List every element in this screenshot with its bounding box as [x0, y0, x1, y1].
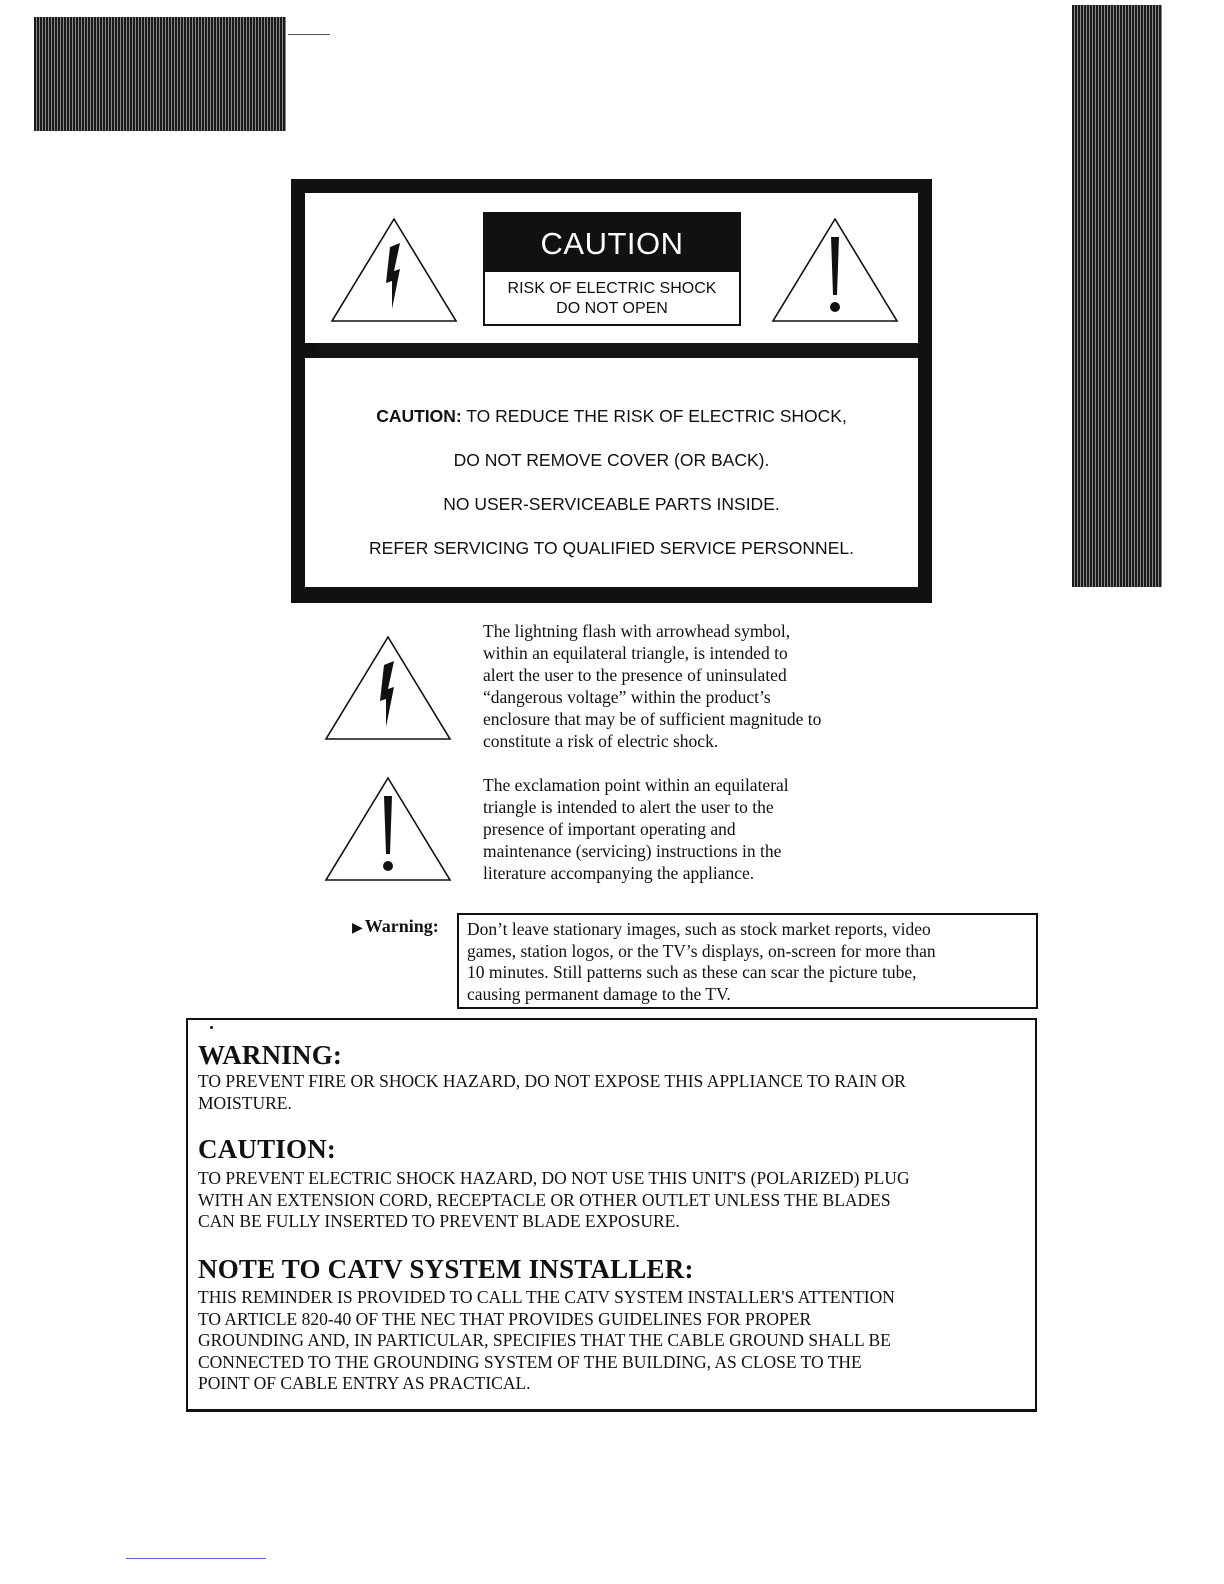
- play-arrow-icon: ▶: [352, 921, 363, 936]
- exclamation-triangle-icon: [322, 774, 454, 884]
- lightning-triangle-icon: [322, 633, 454, 743]
- notice-heading-caution: CAUTION:: [198, 1134, 337, 1164]
- safety-notices-box: [186, 1018, 1037, 1412]
- exclamation-triangle-icon: [769, 215, 901, 325]
- screen-warning-label-text: Warning:: [364, 916, 439, 936]
- caution-line: DO NOT REMOVE COVER (OR BACK).: [453, 450, 770, 470]
- exclamation-symbol-description: The exclamation point within an equilateral triangle is intended to alert the user to the presence of important operating and maintenance (servicing) instructions in the literature accompanying the appliance.: [483, 775, 789, 883]
- label-divider: [305, 343, 918, 358]
- plate-sub-line: DO NOT OPEN: [556, 300, 668, 317]
- caution-line: REFER SERVICING TO QUALIFIED SERVICE PERSONNEL.: [369, 538, 854, 558]
- caution-plate: [483, 212, 741, 326]
- caution-label: [291, 179, 932, 603]
- scan-mark: [126, 1558, 266, 1559]
- caution-label-header: [305, 193, 918, 343]
- page-tab-marker: [34, 17, 286, 131]
- notice-body-caution: TO PREVENT ELECTRIC SHOCK HAZARD, DO NOT USE THIS UNIT'S (POLARIZED) PLUG WITH AN EXTENSION CORD, RECEPTACLE OR OTHER OUTLET UNLESS THE BLADES CAN BE FULLY INSERTED TO PREVENT BLADE EXPOSURE.: [198, 1168, 910, 1231]
- caution-line: NO USER-SERVICEABLE PARTS INSIDE.: [443, 494, 780, 514]
- lightning-symbol-description: The lightning flash with arrowhead symbol, within an equilateral triangle, is intended to alert the user to the presence of uninsulated “dangerous voltage” within the product’s enclosure that may be of sufficient magnitude to constitute a risk of electric shock.: [483, 621, 822, 751]
- notice-body-catv: THIS REMINDER IS PROVIDED TO CALL THE CATV SYSTEM INSTALLER'S ATTENTION TO ARTICLE 820-40 OF THE NEC THAT PROVIDES GUIDELINES FOR PROPER GROUNDING AND, IN PARTICULAR, SPECIFIES THAT THE CABLE GROUND SHALL BE CONNECTED TO THE GROUNDING SYSTEM OF THE BUILDING, AS CLOSE TO THE POINT OF CABLE ENTRY AS PRACTICAL.: [198, 1287, 895, 1393]
- screen-warning-label: [352, 916, 439, 937]
- caution-line-text: TO REDUCE THE RISK OF ELECTRIC SHOCK,: [461, 406, 847, 426]
- caution-line: [305, 406, 918, 427]
- section-tab-marker: [1072, 5, 1162, 587]
- caution-lead: CAUTION:: [376, 406, 462, 426]
- plate-subtitle: [485, 272, 739, 319]
- plate-sub-line: RISK OF ELECTRIC SHOCK: [507, 280, 717, 297]
- scan-mark: [288, 34, 330, 35]
- notice-heading-warning: WARNING:: [198, 1040, 343, 1070]
- lightning-triangle-icon: [328, 215, 460, 325]
- screen-warning-box: Don’t leave stationary images, such as stock market reports, video games, station logos, or the TV’s displays, on-screen for more than 10 minutes. Still patterns such as these can scar the picture tube, causing permanent damage to the TV.: [457, 913, 1038, 1009]
- notice-heading-catv: NOTE TO CATV SYSTEM INSTALLER:: [198, 1254, 694, 1284]
- scan-mark: [210, 1026, 213, 1029]
- notice-body-warning: TO PREVENT FIRE OR SHOCK HAZARD, DO NOT EXPOSE THIS APPLIANCE TO RAIN OR MOISTURE.: [198, 1071, 906, 1113]
- plate-title: CAUTION: [485, 214, 739, 272]
- caution-label-body: [305, 358, 918, 587]
